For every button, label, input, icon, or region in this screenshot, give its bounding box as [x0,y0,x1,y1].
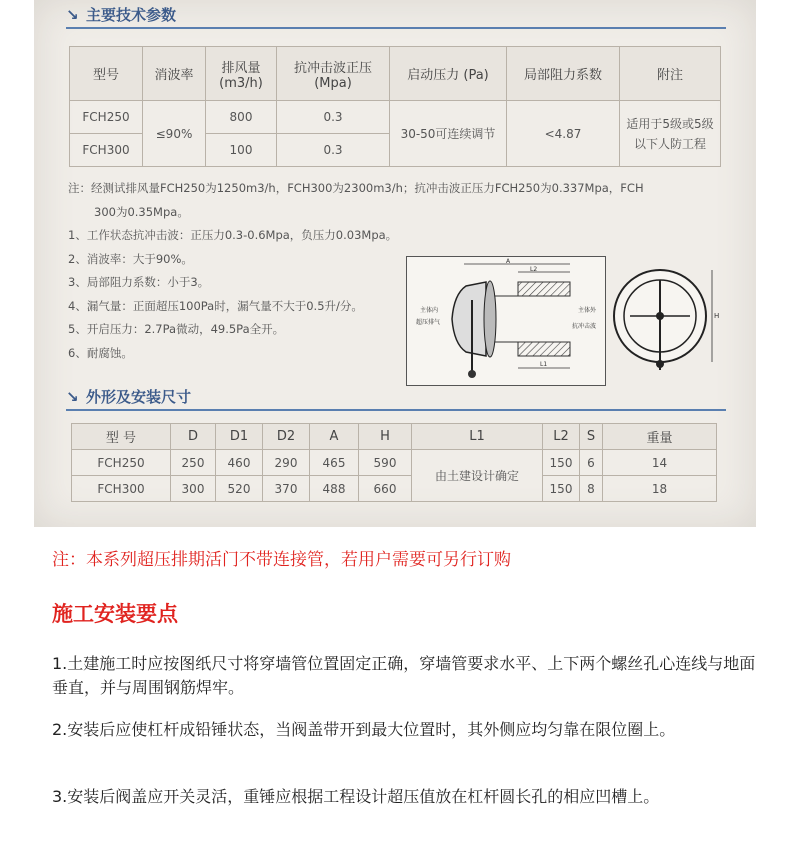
table-cell: 8 [580,476,603,502]
table-cell: 800 [206,101,277,134]
col-header: 排风量 (m3/h) [206,47,277,101]
table-cell: 0.3 [277,134,390,167]
table-cell: 适用于5级或5级以下人防工程 [620,101,721,167]
dim-section-title: 外形及安装尺寸 [86,388,192,406]
install-point: 2.安装后应使杠杆成铅锤状态，当阀盖带开到最大位置时，其外侧应均匀靠在限位圈上。 [52,720,676,739]
table-cell: 300 [171,476,216,502]
table-cell: 370 [263,476,310,502]
table-cell: <4.87 [507,101,620,167]
table-cell: 250 [171,450,216,476]
col-header: H [359,424,412,450]
table-cell: 100 [206,134,277,167]
table-cell: FCH300 [72,476,171,502]
out-label: 超压排气 [416,319,441,326]
dim-l1-label: L1 [540,361,548,368]
col-header: 启动压力 (Pa) [390,47,507,101]
valve-front-view-diagram [612,258,722,380]
table-cell: 0.3 [277,101,390,134]
table-cell: FCH250 [70,101,143,134]
note-line: 3、局部阻力系数：小于3。 [68,275,210,289]
table-cell: 290 [263,450,310,476]
spec-table [69,46,721,167]
outer-label: 主体外 [578,307,597,314]
table-cell: 520 [216,476,263,502]
table-cell: 460 [216,450,263,476]
col-header: 局部阻力系数 [507,47,620,101]
dim-a-label: A [506,258,511,265]
col-header: D [171,424,216,450]
valve-side-view-diagram [406,256,606,386]
table-cell: 590 [359,450,412,476]
arrow-icon: ↘ [66,5,79,24]
note-line: 5、开启压力：2.7Pa微动，49.5Pa全开。 [68,322,285,336]
col-header: 抗冲击波正压 (Mpa) [277,47,390,101]
dimension-table [71,423,717,502]
note-line: 2、消波率：大于90%。 [68,251,193,266]
table-cell: 465 [310,450,359,476]
arrow-icon: ↘ [66,387,79,406]
divider [66,27,726,29]
col-header: 型 号 [72,424,171,450]
spec-section-header [66,4,176,25]
connection-pipe-note: 注：本系列超压排期活门不带连接管，若用户需要可另行订购 [52,550,511,570]
col-header: L1 [412,424,543,450]
dim-l2-label: L2 [530,266,538,273]
col-header: 消波率 [143,47,206,101]
table-cell: 150 [543,476,580,502]
install-point: 3.安装后阀盖应开关灵活，重锤应根据工程设计超压值放在杠杆圆长孔的相应凹槽上。 [52,787,660,806]
table-cell: 由土建设计确定 [412,450,543,502]
table-cell: FCH300 [70,134,143,167]
table-cell: 18 [603,476,717,502]
dim-h-label: H [714,312,720,320]
spec-section-title: 主要技术参数 [86,6,177,24]
note-line: 300为0.35Mpa。 [94,204,189,219]
sub-label: 抗冲击波 [572,323,597,330]
col-header: S [580,424,603,450]
note-line: 1、工作状态抗冲击波：正压力0.3-0.6Mpa，负压力0.03Mpa。 [68,228,398,242]
col-header: 附注 [620,47,721,101]
spec-photo [34,0,756,527]
col-header: L2 [543,424,580,450]
table-cell: 150 [543,450,580,476]
install-point: 1.土建施工时应按图纸尺寸将穿墙管位置固定正确，穿墙管要求水平、上下两个螺丝孔心连线与地面垂直，并与周围钢筋焊牢。 [52,654,756,697]
col-header: 重量 [603,424,717,450]
dim-section-header [66,386,191,407]
table-cell: 660 [359,476,412,502]
table-cell: ≤90% [143,101,206,167]
table-cell: 6 [580,450,603,476]
table-cell: 14 [603,450,717,476]
inner-label: 主体内 [420,307,439,314]
note-line: 6、耐腐蚀。 [68,345,133,360]
table-cell: 488 [310,476,359,502]
install-section-title: 施工安装要点 [52,602,178,626]
note-line: 4、漏气量：正面超压100Pa时，漏气量不大于0.5升/分。 [68,298,363,313]
col-header: D2 [263,424,310,450]
col-header: A [310,424,359,450]
note-line: 注：经测试排风量FCH250为1250m3/h，FCH300为2300m3/h；抗冲击波正压力FCH250为0.337Mpa，FCH [68,181,644,195]
table-cell: 30-50可连续调节 [390,101,507,167]
table-cell: FCH250 [72,450,171,476]
divider [66,409,726,411]
col-header: 型号 [70,47,143,101]
col-header: D1 [216,424,263,450]
